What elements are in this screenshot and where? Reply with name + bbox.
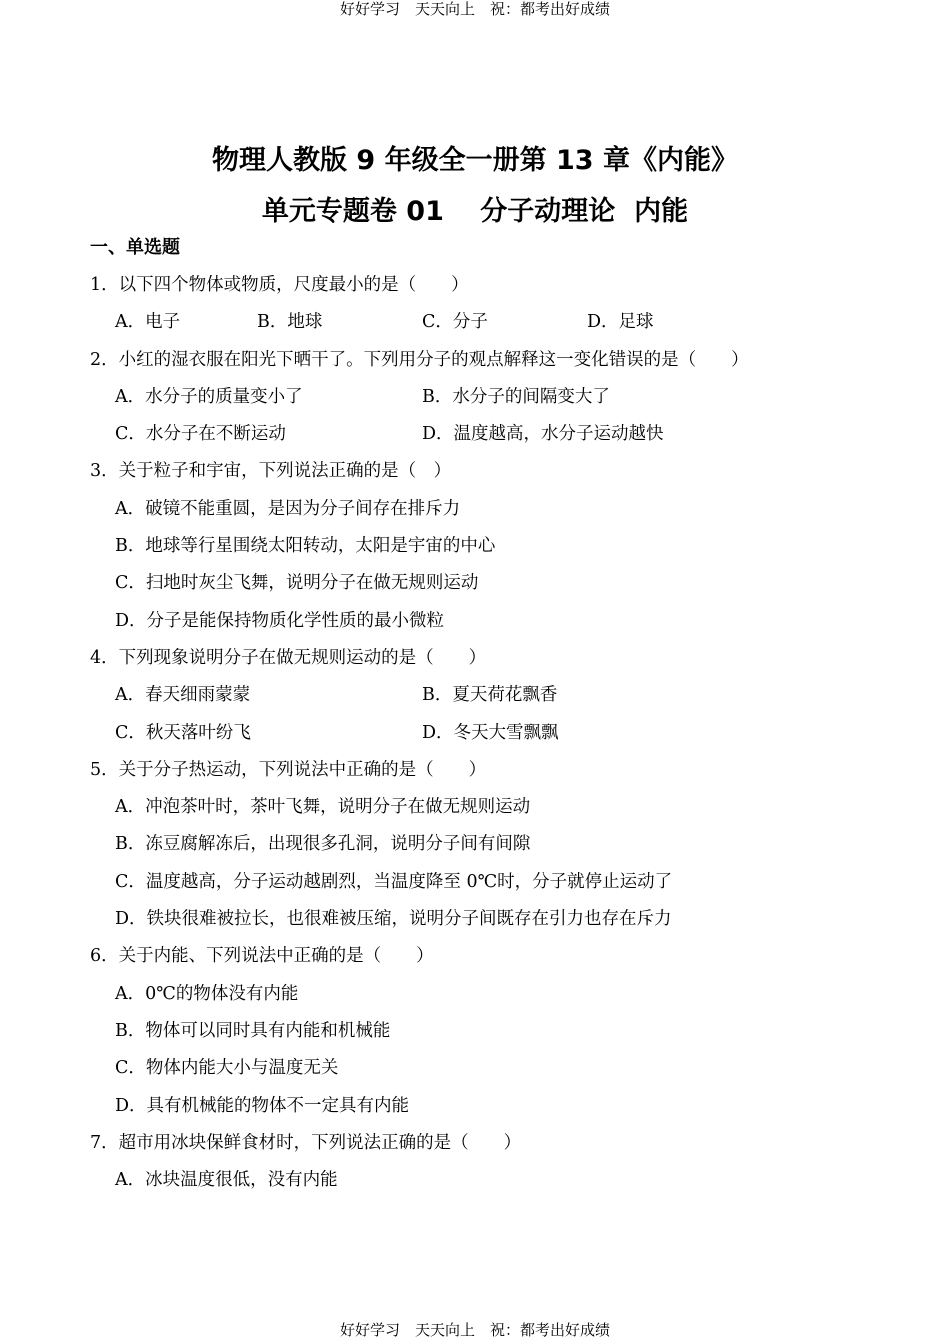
q2-option-c: C．水分子在不断运动 bbox=[115, 424, 286, 445]
q3-option-a: A．破镜不能重圆，是因为分子间存在排斥力 bbox=[115, 498, 461, 519]
question-4-options-row2 bbox=[0, 719, 950, 756]
document-title: 物理人教版 9 年级全一册第 13 章《内能》 bbox=[212, 145, 738, 176]
q4-option-d: D．冬天大雪飘飘 bbox=[422, 722, 559, 743]
q2-option-d: D．温度越高，水分子运动越快 bbox=[422, 424, 664, 445]
question-1-stem: 1．以下四个物体或物质，尺度最小的是（ ） bbox=[90, 275, 469, 295]
question-5-option-row-b bbox=[0, 830, 950, 867]
question-3-option-row-c bbox=[0, 569, 950, 606]
question-4-options-row1 bbox=[0, 681, 950, 718]
q5-option-d: D．铁块很难被拉长，也很难被压缩，说明分子间既存在引力也存在斥力 bbox=[115, 909, 672, 930]
page-footer: 好好学习 天天向上 祝：都考出好成绩 bbox=[339, 1321, 610, 1339]
question-5-option-row-c bbox=[0, 868, 950, 905]
question-6-option-row-c bbox=[0, 1054, 950, 1091]
document-subtitle: 单元专题卷 01 分子动理论 内能 bbox=[261, 196, 689, 227]
q4-option-a: A．春天细雨蒙蒙 bbox=[115, 685, 251, 706]
q5-option-b: B．冻豆腐解冻后，出现很多孔洞，说明分子间有间隙 bbox=[115, 834, 531, 855]
q5-option-a: A．冲泡茶叶时，茶叶飞舞，说明分子在做无规则运动 bbox=[115, 797, 531, 818]
question-6-option-row-a bbox=[0, 980, 950, 1017]
q1-option-d: D．足球 bbox=[587, 312, 654, 333]
question-6-option-row-d bbox=[0, 1092, 950, 1129]
q6-option-d: D．具有机械能的物体不一定具有内能 bbox=[115, 1095, 410, 1116]
question-3-stem: 3．关于粒子和宇宙，下列说法正确的是（ ） bbox=[90, 461, 452, 482]
question-3-option-row-d bbox=[0, 607, 950, 644]
question-7-option-row-a bbox=[0, 1166, 950, 1203]
page-header: 好好学习 天天向上 祝：都考出好成绩 bbox=[339, 0, 610, 18]
question-6-option-row-b bbox=[0, 1017, 950, 1054]
q4-option-b: B．夏天荷花飘香 bbox=[422, 685, 558, 706]
q7-option-a: A．冰块温度很低，没有内能 bbox=[115, 1170, 338, 1191]
q6-option-c: C．物体内能大小与温度无关 bbox=[115, 1058, 339, 1079]
question-3-option-row-a bbox=[0, 495, 950, 532]
question-1-options bbox=[0, 308, 950, 345]
q3-option-b: B．地球等行星围绕太阳转动，太阳是宇宙的中心 bbox=[115, 536, 496, 557]
q3-option-d: D．分子是能保持物质化学性质的最小微粒 bbox=[115, 610, 445, 631]
question-5-option-row-d bbox=[0, 905, 950, 942]
q2-option-b: B．水分子的间隔变大了 bbox=[422, 386, 610, 407]
question-3-option-row-b bbox=[0, 532, 950, 569]
q1-option-a: A．电子 bbox=[115, 312, 181, 333]
q4-option-c: C．秋天落叶纷飞 bbox=[115, 722, 251, 743]
question-5-stem: 5．关于分子热运动，下列说法中正确的是（ ） bbox=[90, 759, 487, 780]
question-7-stem: 7．超市用冰块保鲜食材时，下列说法正确的是（ ） bbox=[90, 1132, 522, 1153]
question-5-option-row-a bbox=[0, 793, 950, 830]
q2-option-a: A．水分子的质量变小了 bbox=[115, 386, 303, 407]
question-4-stem: 4．下列现象说明分子在做无规则运动的是（ ） bbox=[90, 647, 487, 668]
q3-option-c: C．扫地时灰尘飞舞，说明分子在做无规则运动 bbox=[115, 573, 479, 594]
section-heading: 一、单选题 bbox=[90, 237, 180, 258]
question-6-stem: 6．关于内能、下列说法中正确的是（ ） bbox=[90, 946, 434, 967]
q6-option-b: B．物体可以同时具有内能和机械能 bbox=[115, 1020, 391, 1041]
question-2-stem: 2．小红的湿衣服在阳光下晒干了。下列用分子的观点解释这一变化错误的是（ ） bbox=[90, 349, 749, 370]
q5-option-c: C．温度越高，分子运动越剧烈，当温度降至 0℃时，分子就停止运动了 bbox=[115, 871, 673, 892]
q1-option-b: B．地球 bbox=[257, 312, 323, 333]
q6-option-a: A．0℃的物体没有内能 bbox=[115, 983, 299, 1004]
question-2-options-row2 bbox=[0, 420, 950, 457]
q1-option-c: C．分子 bbox=[422, 312, 488, 333]
question-2-options-row1 bbox=[0, 383, 950, 420]
question-list bbox=[0, 271, 950, 1203]
